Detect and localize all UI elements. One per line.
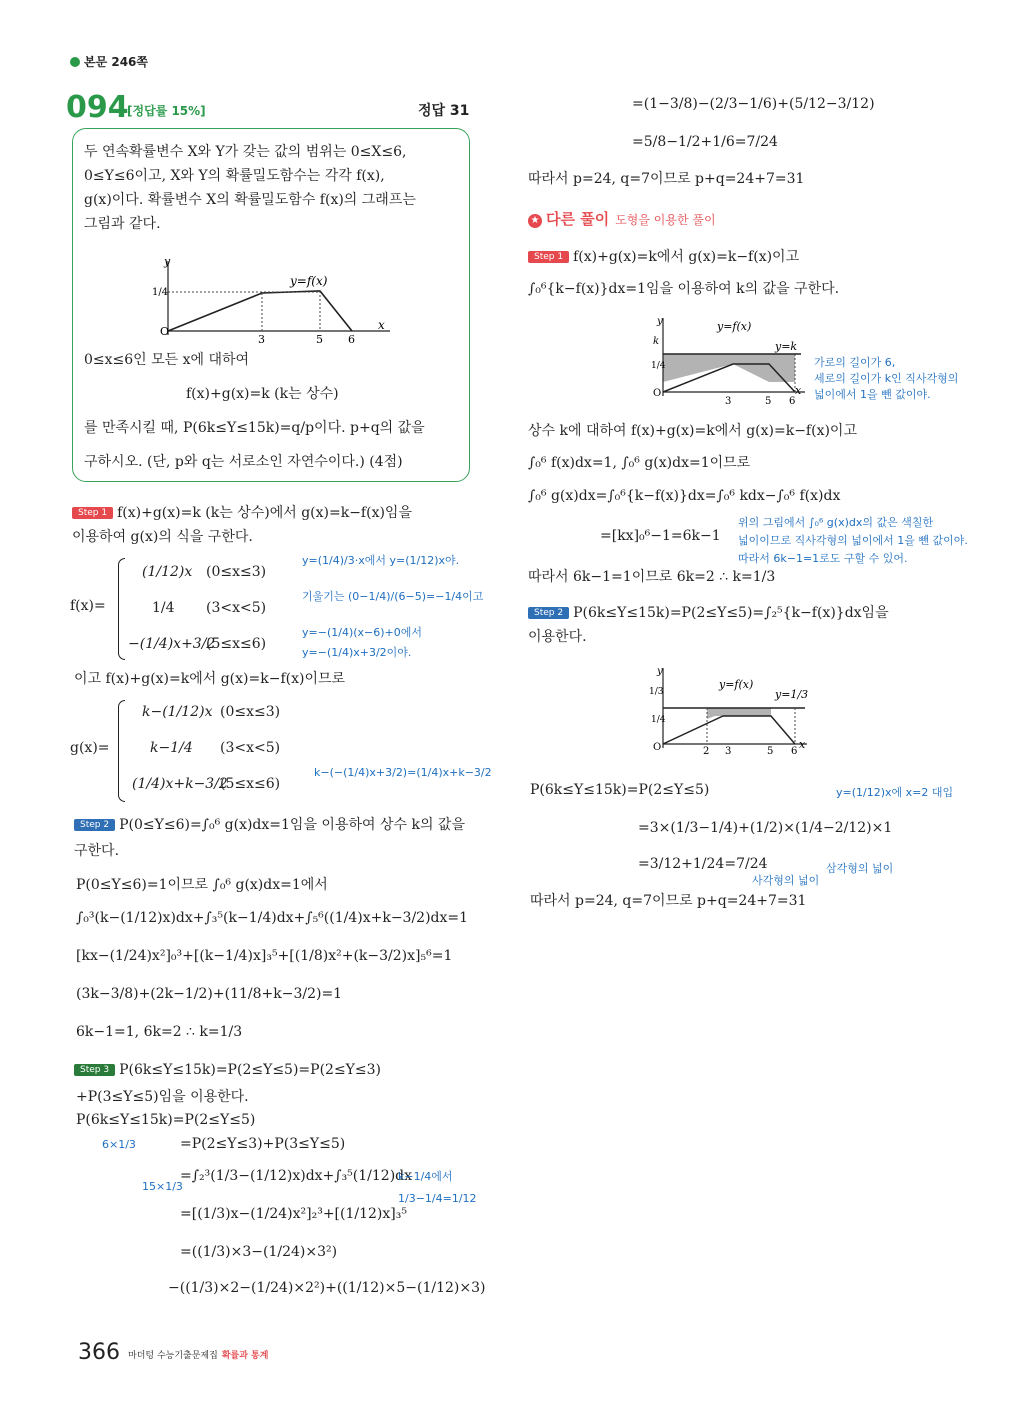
- condition-intro: 0≤x≤6인 모든 x에 대하여: [84, 352, 250, 368]
- g-label: g(x)=: [70, 740, 110, 756]
- calc-line: P(6k≤Y≤15k)=P(2≤Y≤5): [530, 782, 710, 798]
- calc-line: [kx−(1/24)x²]₀³+[(k−1/4)x]₃⁵+[(1/8)x²+(k−3/2)x]₅⁶=1: [76, 948, 453, 964]
- step3-heading-cont: +P(3≤Y≤5)임을 이용한다.: [76, 1089, 249, 1105]
- step2-heading: Step 2 P(0≤Y≤6)=∫₀⁶ g(x)dx=1임을 이용하여 상수 k의 값을: [74, 814, 465, 834]
- alt-step2-heading-cont: 이용한다.: [528, 629, 587, 645]
- alt-note: 넓이이므로 직사각형의 넓이에서 1을 뺀 값이야.: [738, 534, 968, 547]
- s3-note: k−1/4에서: [398, 1170, 453, 1183]
- problem-graph: [150, 255, 395, 345]
- calc-line: =[kx]₀⁶−1=6k−1: [600, 528, 721, 544]
- alt-step1-heading: Step 1 f(x)+g(x)=k에서 g(x)=k−f(x)이고: [528, 246, 799, 266]
- star-icon: ★: [528, 214, 542, 228]
- s3-note: 1/3−1/4=1/12: [398, 1192, 477, 1205]
- calc-line: =∫₂³(1/3−(1/12)x)dx+∫₃⁵(1/12)dx: [180, 1168, 413, 1184]
- s3-note: 15×1/3: [142, 1180, 183, 1193]
- calc-line: −((1/3)×2−(1/24)×2²)+((1/12)×5−(1/12)×3): [168, 1280, 486, 1296]
- svg-text:5: 5: [765, 396, 772, 406]
- svg-text:3: 3: [725, 746, 732, 756]
- calc-line: ∫₀³(k−(1/12)x)dx+∫₃⁵(k−1/4)dx+∫₅⁶((1/4)x+k−3/2)dx=1: [76, 910, 469, 926]
- calc-line: (3k−3/8)+(2k−1/2)+(11/8+k−3/2)=1: [76, 986, 343, 1002]
- alt2-note: 사각형의 넓이: [752, 874, 820, 887]
- answer-label: 정답 31: [418, 103, 470, 119]
- calc-line: =5/8−1/2+1/6=7/24: [632, 134, 778, 150]
- step2-tag: Step 2: [74, 819, 115, 831]
- step3-heading: Step 3 P(6k≤Y≤15k)=P(2≤Y≤5)=P(2≤Y≤3): [74, 1062, 381, 1078]
- svg-text:1/3: 1/3: [649, 687, 664, 697]
- alt2-note: 삼각형의 넓이: [826, 862, 894, 875]
- svg-text:O: O: [653, 388, 662, 399]
- svg-text:2: 2: [703, 746, 710, 756]
- step2-heading-cont: 구한다.: [74, 843, 120, 859]
- svg-text:y: y: [657, 666, 663, 677]
- svg-text:6: 6: [791, 746, 798, 756]
- y-tick-label: 1/4: [152, 287, 169, 298]
- question-ask: 구하시오. (단, p와 q는 서로소인 자연수이다.) (4점): [84, 454, 403, 470]
- alt-note: 위의 그림에서 ∫₀⁶ g(x)dx의 값은 색칠한: [738, 516, 934, 529]
- f-case-cond: (5≤x≤6): [206, 636, 267, 652]
- calc-line: =3/12+1/24=7/24: [638, 856, 768, 872]
- graph-note: 가로의 길이가 6,: [814, 356, 896, 369]
- f-case-expr: −(1/4)x+3/2: [128, 636, 216, 652]
- origin-label: O: [160, 325, 170, 338]
- step1-tag: Step 1: [72, 507, 113, 519]
- svg-text:y: y: [657, 316, 663, 327]
- svg-text:O: O: [653, 742, 662, 753]
- mid-line: 이고 f(x)+g(x)=k에서 g(x)=k−f(x)이므로: [74, 671, 346, 687]
- f-note: y=(1/4)/3·x에서 y=(1/12)x야.: [302, 554, 460, 567]
- page-number: 366: [78, 1340, 120, 1365]
- f-case-cond: (3<x<5): [206, 600, 267, 616]
- curve-label: y=f(x): [290, 274, 328, 288]
- correct-rate: [정답률 15%]: [127, 104, 206, 118]
- f-note: y=−(1/4)x+3/2이야.: [302, 646, 412, 659]
- graph-note: 세로의 길이가 k인 직사각형의: [814, 372, 959, 385]
- alt-note: 따라서 6k−1=1로도 구할 수 있어.: [738, 552, 908, 565]
- alt-step1-heading-cont: ∫₀⁶{k−f(x)}dx=1임을 이용하여 k의 값을 구한다.: [528, 281, 840, 297]
- s3-note: 6×1/3: [102, 1138, 136, 1151]
- g-case-expr: k−(1/12)x: [142, 704, 213, 720]
- question-number: 094: [66, 90, 129, 125]
- g-brace: [118, 700, 125, 802]
- x-axis-label: x: [378, 318, 385, 332]
- step1-heading-cont: 이용하여 g(x)의 식을 구한다.: [72, 529, 253, 545]
- calc-line: =(1−3/8)−(2/3−1/6)+(5/12−3/12): [632, 96, 875, 112]
- g-case-expr: (1/4)x+k−3/2: [132, 776, 228, 792]
- calc-line: P(6k≤Y≤15k)=P(2≤Y≤5): [76, 1112, 256, 1128]
- calc-line: 따라서 6k−1=1이므로 6k=2 ∴ k=1/3: [528, 569, 776, 585]
- calc-line: ∫₀⁶ g(x)dx=∫₀⁶{k−f(x)}dx=∫₀⁶ kdx−∫₀⁶ f(x)dx: [528, 488, 841, 504]
- g-case-cond: (0≤x≤3): [220, 704, 281, 720]
- f-note: y=−(1/4)(x−6)+0에서: [302, 626, 423, 639]
- problem-text: 두 연속확률변수 X와 Y가 갖는 값의 범위는 0≤X≤6, 0≤Y≤6이고, X와 Y의 확률밀도함수는 각각 f(x), g(x)이다. 확률변수 X의 확률밀도함수 f(x)의 그래프는 그림과 같다.: [84, 144, 416, 232]
- alt-solution-title: ★ 다른 풀이 도형을 이용한 풀이: [528, 208, 716, 229]
- calc-line: =P(2≤Y≤3)+P(3≤Y≤5): [180, 1136, 346, 1152]
- f-case-expr: (1/12)x: [142, 564, 193, 580]
- alt2-note: y=(1/12)x에 x=2 대입: [836, 786, 954, 799]
- svg-text:y=f(x): y=f(x): [719, 678, 754, 691]
- x-tick-label: 5: [316, 333, 323, 345]
- bullet-icon: [70, 57, 80, 67]
- calc-line: P(0≤Y≤6)=1이므로 ∫₀⁶ g(x)dx=1에서: [76, 877, 328, 893]
- alt-step2-tag: Step 2: [528, 607, 569, 619]
- book-title: 마더텅 수능기출문제집 확률과 통계: [128, 1351, 269, 1361]
- g-case-cond: (3<x<5): [220, 740, 281, 756]
- f-note: 기울기는 (0−1/4)/(6−5)=−1/4이고: [302, 590, 484, 603]
- calc-line: ∫₀⁶ f(x)dx=1, ∫₀⁶ g(x)dx=1이므로: [528, 455, 751, 471]
- svg-text:y=k: y=k: [775, 340, 798, 353]
- alt-graph-1: [645, 314, 810, 406]
- step1-heading: Step 1 f(x)+g(x)=k (k는 상수)에서 g(x)=k−f(x)임을: [72, 502, 412, 522]
- svg-text:3: 3: [725, 396, 732, 406]
- svg-text:y=f(x): y=f(x): [717, 320, 752, 333]
- calc-line: =((1/3)×3−(1/24)×3²): [180, 1244, 338, 1260]
- svg-text:y=1/3: y=1/3: [775, 688, 809, 701]
- step3-tag: Step 3: [74, 1064, 115, 1076]
- alt-step2-heading: Step 2 P(6k≤Y≤15k)=P(2≤Y≤5)=∫₂⁵{k−f(x)}dx임을: [528, 602, 889, 622]
- svg-text:1/4: 1/4: [651, 715, 666, 725]
- y-axis-label: y: [164, 255, 171, 268]
- x-tick-label: 6: [348, 333, 355, 345]
- condition-equation: f(x)+g(x)=k (k는 상수): [186, 386, 339, 402]
- svg-text:x: x: [795, 384, 802, 397]
- svg-text:k: k: [653, 336, 660, 347]
- section-reference: 본문 246쪽: [70, 53, 148, 70]
- alt-graph-2: [645, 664, 815, 756]
- svg-text:x: x: [799, 738, 806, 751]
- g-case-expr: k−1/4: [150, 740, 193, 756]
- question-ask: 를 만족시킬 때, P(6k≤Y≤15k)=q/p이다. p+q의 값을: [84, 420, 425, 436]
- conclusion-line: 따라서 p=24, q=7이므로 p+q=24+7=31: [528, 171, 805, 187]
- svg-text:6: 6: [789, 396, 796, 406]
- svg-text:5: 5: [767, 746, 774, 756]
- calc-line: =[(1/3)x−(1/24)x²]₂³+[(1/12)x]₃⁵: [180, 1206, 407, 1222]
- f-label: f(x)=: [70, 598, 106, 614]
- x-tick-label: 3: [258, 333, 265, 345]
- calc-line: 6k−1=1, 6k=2 ∴ k=1/3: [76, 1024, 243, 1040]
- alt-step1-tag: Step 1: [528, 251, 569, 263]
- calc-line: =3×(1/3−1/4)+(1/2)×(1/4−2/12)×1: [638, 820, 893, 836]
- g-note: k−(−(1/4)x+3/2)=(1/4)x+k−3/2: [314, 766, 492, 779]
- svg-text:1/4: 1/4: [651, 361, 666, 371]
- conclusion-line: 따라서 p=24, q=7이므로 p+q=24+7=31: [530, 893, 807, 909]
- f-case-cond: (0≤x≤3): [206, 564, 267, 580]
- f-case-expr: 1/4: [152, 600, 175, 616]
- calc-line: 상수 k에 대하여 f(x)+g(x)=k에서 g(x)=k−f(x)이고: [528, 423, 857, 439]
- f-brace: [118, 558, 125, 660]
- graph-note: 넓이에서 1을 뺀 값이야.: [814, 388, 931, 401]
- g-case-cond: (5≤x≤6): [220, 776, 281, 792]
